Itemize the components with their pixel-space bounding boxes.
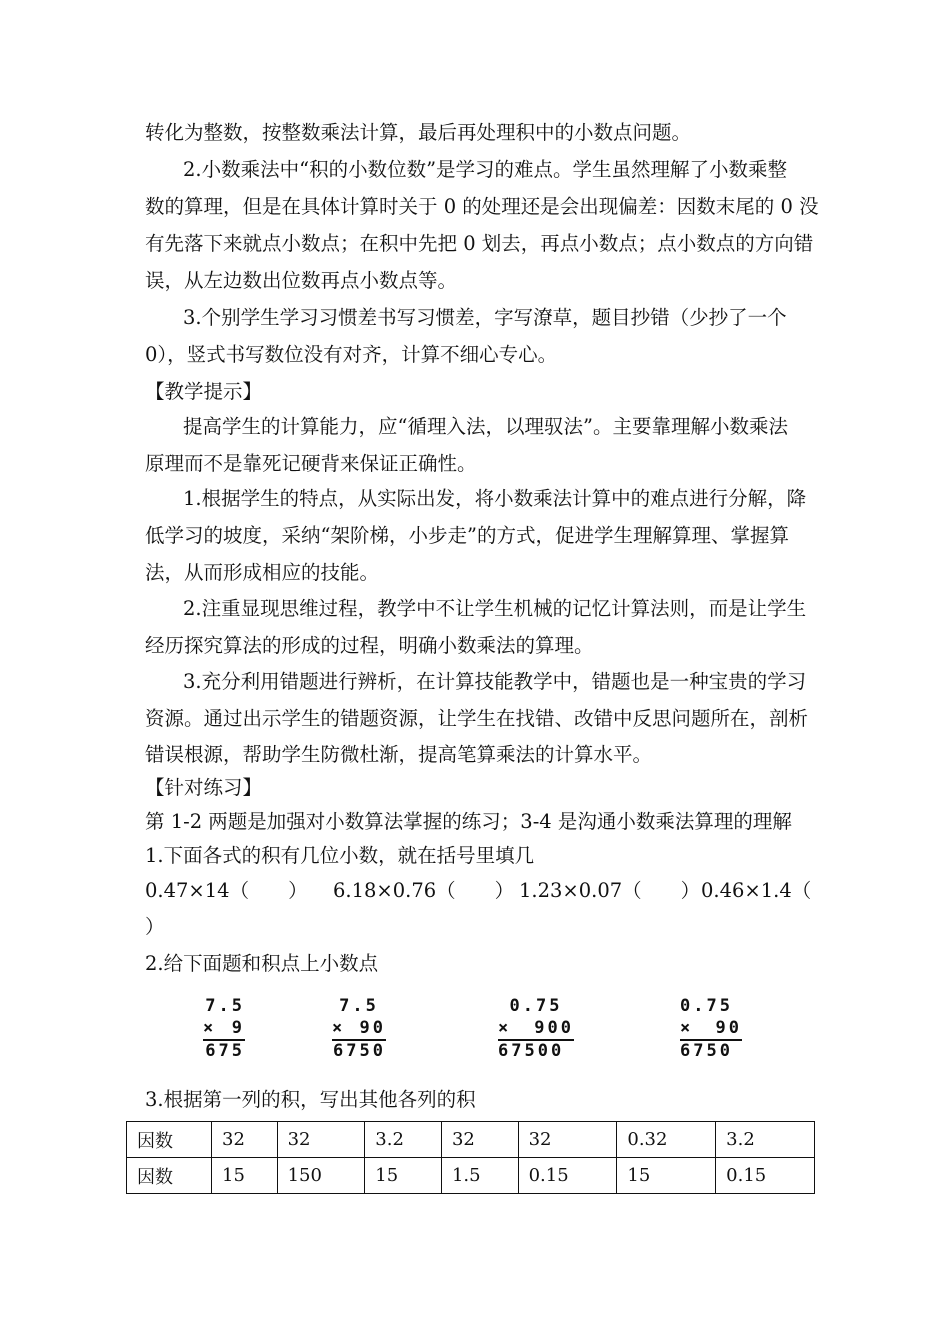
- text-line: 原理而不是靠死记硬背来保证正确性。: [145, 452, 477, 475]
- table-cell: 15: [365, 1158, 442, 1194]
- text-line: 转化为整数，按整数乘法计算，最后再处理积中的小数点问题。: [145, 121, 692, 144]
- multiplier-row: [680, 1018, 742, 1042]
- multiplier-row: [498, 1018, 574, 1042]
- question-2-title: 2.给下面题和积点上小数点: [145, 952, 379, 975]
- multiplicand: 7.5: [205, 996, 245, 1016]
- table-cell: 0.15: [518, 1158, 617, 1194]
- text-line: 1.根据学生的特点，从实际出发，将小数乘法计算中的难点进行分解，降: [183, 487, 807, 510]
- table-cell: 32: [277, 1122, 365, 1158]
- multiplicand: 0.75: [509, 996, 563, 1016]
- table-cell: 32: [441, 1122, 518, 1158]
- question-1-item: 0.46×1.4（: [701, 879, 812, 902]
- multiplier: 90: [715, 1017, 742, 1038]
- text-line: 错误根源，帮助学生防微杜渐，提高笔算乘法的计算水平。: [145, 743, 653, 766]
- text-line: 3.充分利用错题进行辨析，在计算技能教学中，错题也是一种宝贵的学习: [183, 670, 807, 693]
- table-cell: 3.2: [365, 1122, 442, 1158]
- table-cell: 1.5: [441, 1158, 518, 1194]
- product: 67500: [498, 1041, 565, 1061]
- times-sign: ×: [332, 1017, 346, 1038]
- text-line: 2.小数乘法中“积的小数位数”是学习的难点。学生虽然理解了小数乘整: [183, 158, 788, 181]
- question-1-item-wrap: ）: [145, 915, 165, 938]
- multiplier-row: [203, 1018, 245, 1042]
- text-line: 提高学生的计算能力，应“循理入法，以理驭法”。主要靠理解小数乘法: [183, 415, 788, 438]
- vertical-multiplication: [498, 996, 574, 1063]
- vertical-multiplication: [203, 996, 245, 1063]
- vertical-multiplication: [680, 996, 742, 1063]
- question-1-item: 6.18×0.76（ ）: [333, 879, 515, 902]
- text-line: 数的算理，但是在具体计算时关于 0 的处理还是会出现偏差：因数末尾的 0 没: [145, 195, 819, 218]
- product: 6750: [333, 1041, 386, 1061]
- table-row: [127, 1122, 815, 1158]
- question-1-title: 1.下面各式的积有几位小数，就在括号里填几: [145, 844, 535, 867]
- vertical-multiplication: [332, 996, 386, 1063]
- question-1-item: 0.47×14（ ）: [145, 879, 308, 902]
- question-1-item: 1.23×0.07（ ）: [519, 879, 701, 902]
- times-sign: ×: [498, 1017, 512, 1038]
- text-line: 有先落下来就点小数点；在积中先把 0 划去，再点小数点；点小数点的方向错: [145, 232, 814, 255]
- multiplicand: 7.5: [339, 996, 379, 1016]
- multiplier-row: [332, 1018, 386, 1042]
- section-heading: 【教学提示】: [145, 380, 263, 403]
- times-sign: ×: [680, 1017, 694, 1038]
- multiplicand: 0.75: [680, 996, 733, 1016]
- text-line: 误，从左边数出位数再点小数点等。: [145, 269, 458, 292]
- table-cell: 15: [212, 1158, 278, 1194]
- table-cell: 3.2: [716, 1122, 815, 1158]
- table-cell: 0.15: [716, 1158, 815, 1194]
- text-line: 0），竖式书写数位没有对齐，计算不细心专心。: [145, 343, 558, 366]
- text-line: 3.个别学生学习习惯差书写习惯差，字写潦草，题目抄错（少抄了一个: [183, 306, 787, 329]
- table-cell: 15: [617, 1158, 716, 1194]
- text-line: 经历探究算法的形成的过程，明确小数乘法的算理。: [145, 634, 594, 657]
- section-heading: 【针对练习】: [145, 776, 263, 799]
- text-line: 2.注重显现思维过程，教学中不让学生机械的记忆计算法则，而是让学生: [183, 597, 807, 620]
- product: 675: [205, 1041, 245, 1061]
- text-line: 资源。通过出示学生的错题资源，让学生在找错、改错中反思问题所在，剖析: [145, 707, 809, 730]
- multiplier: 90: [359, 1017, 386, 1038]
- multiplier: 9: [231, 1017, 245, 1038]
- question-1-items: [145, 879, 825, 939]
- table-cell: 32: [212, 1122, 278, 1158]
- multiplier: 900: [534, 1017, 574, 1038]
- text-line: 低学习的坡度，采纳“架阶梯，小步走”的方式，促进学生理解算理、掌握算: [145, 524, 789, 547]
- table-cell: 32: [518, 1122, 617, 1158]
- times-sign: ×: [203, 1017, 217, 1038]
- table-cell: 因数: [127, 1122, 212, 1158]
- table-cell: 150: [277, 1158, 365, 1194]
- text-line: 第 1-2 两题是加强对小数算法掌握的练习；3-4 是沟通小数乘法算理的理解: [145, 810, 792, 833]
- table-cell: 因数: [127, 1158, 212, 1194]
- question-3-title: 3.根据第一列的积，写出其他各列的积: [145, 1088, 476, 1111]
- product: 6750: [680, 1041, 733, 1061]
- table-cell: 0.32: [617, 1122, 716, 1158]
- text-line: 法，从而形成相应的技能。: [145, 561, 380, 584]
- factor-table: [126, 1121, 815, 1194]
- table-row: [127, 1158, 815, 1194]
